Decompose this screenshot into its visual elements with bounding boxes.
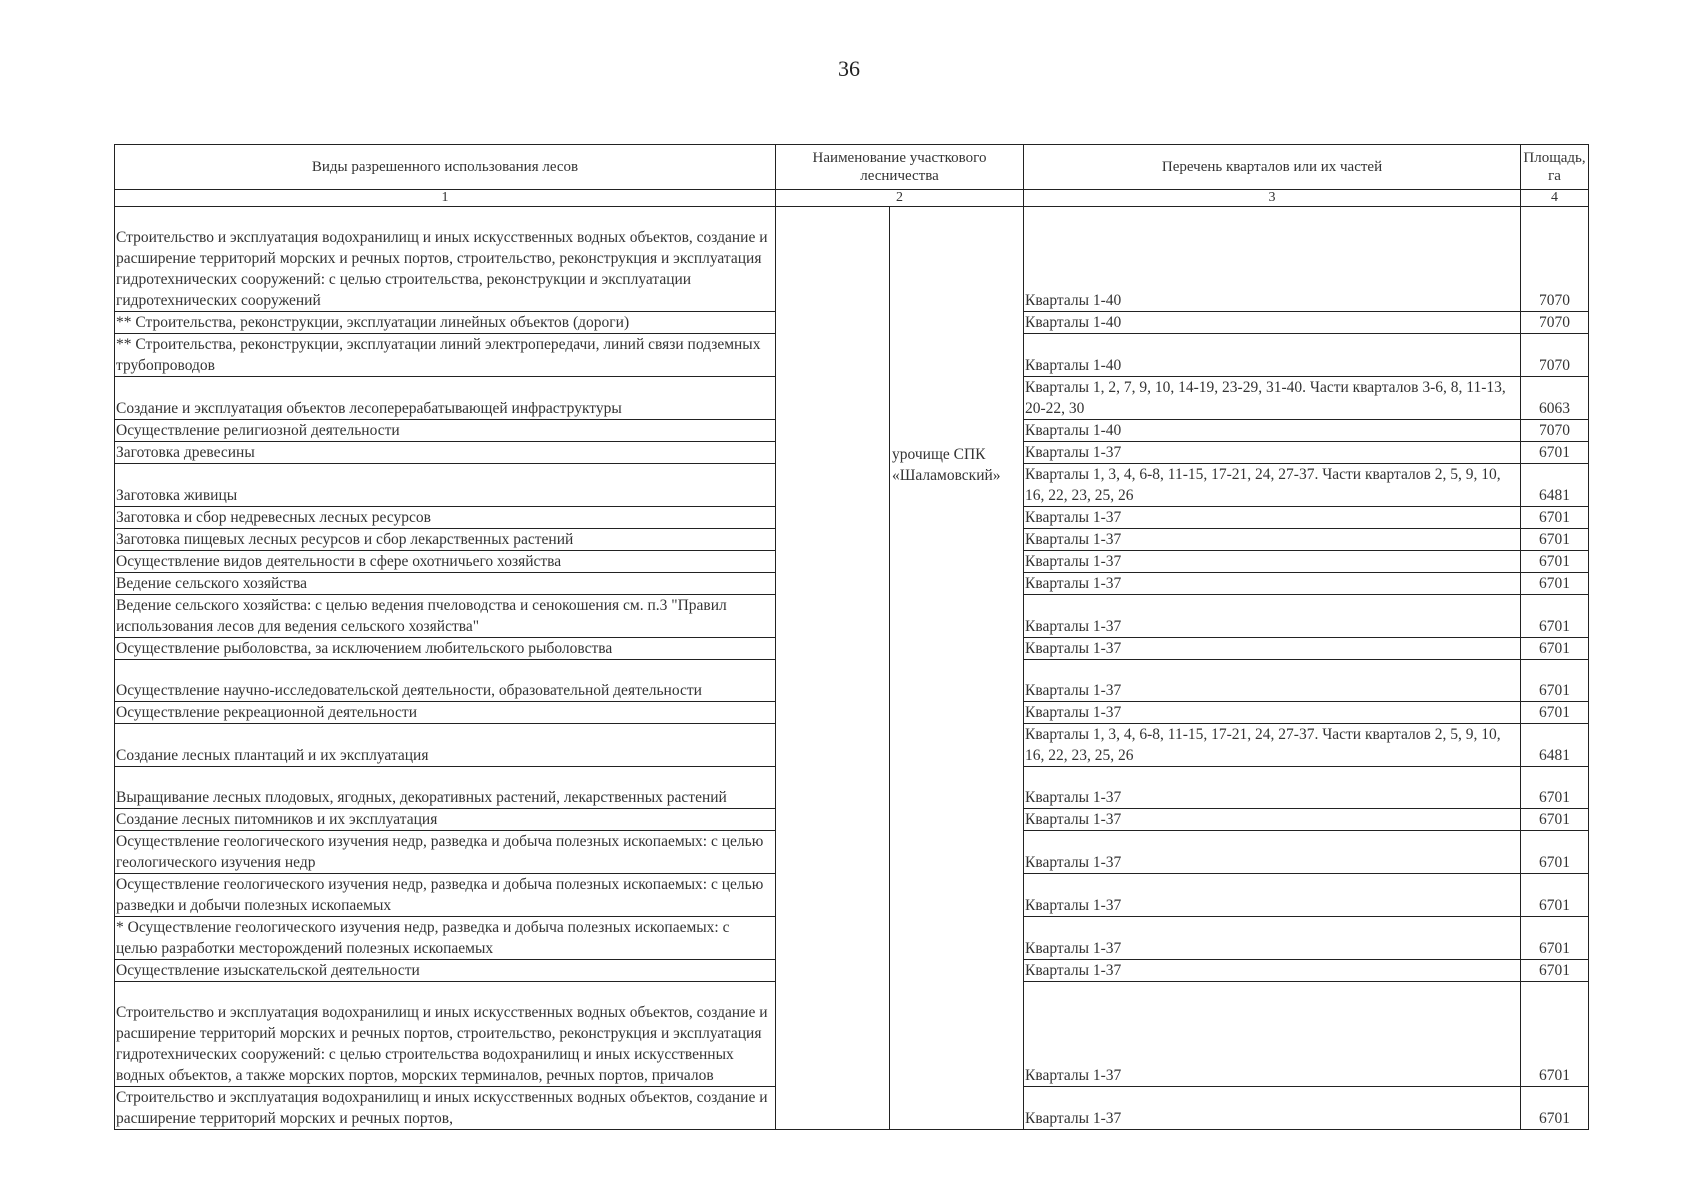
area-cell: 6701 bbox=[1521, 573, 1589, 595]
quarters-cell: Кварталы 1-37 bbox=[1024, 767, 1521, 809]
quarters-cell: Кварталы 1-37 bbox=[1024, 982, 1521, 1087]
use-type-cell: Осуществление геологического изучения недр, разведка и добыча полезных ископаемых: с целью разведки и добычи полезных ископаемых bbox=[115, 874, 776, 917]
area-cell: 6701 bbox=[1521, 638, 1589, 660]
use-type-cell: Осуществление научно-исследовательской деятельности, образовательной деятельности bbox=[115, 660, 776, 702]
forestry-inner-divider bbox=[889, 207, 890, 1129]
area-cell: 6701 bbox=[1521, 507, 1589, 529]
area-cell: 6701 bbox=[1521, 442, 1589, 464]
quarters-cell: Кварталы 1-37 bbox=[1024, 442, 1521, 464]
area-cell: 6701 bbox=[1521, 767, 1589, 809]
quarters-cell: Кварталы 1-37 bbox=[1024, 960, 1521, 982]
use-type-cell: Осуществление религиозной деятельности bbox=[115, 420, 776, 442]
area-cell: 7070 bbox=[1521, 312, 1589, 334]
quarters-cell: Кварталы 1, 2, 7, 9, 10, 14-19, 23-29, 31-40. Части кварталов 3-6, 8, 11-13, 20-22, 30 bbox=[1024, 377, 1521, 420]
table-row bbox=[115, 207, 1589, 312]
use-type-cell: Осуществление видов деятельности в сфере охотничьего хозяйства bbox=[115, 551, 776, 573]
quarters-cell: Кварталы 1-37 bbox=[1024, 573, 1521, 595]
quarters-cell: Кварталы 1-37 bbox=[1024, 917, 1521, 960]
area-cell: 6701 bbox=[1521, 529, 1589, 551]
area-cell: 6701 bbox=[1521, 831, 1589, 874]
use-type-cell: Осуществление изыскательской деятельности bbox=[115, 960, 776, 982]
area-cell: 6701 bbox=[1521, 1087, 1589, 1130]
table-body bbox=[115, 207, 1589, 1130]
use-type-cell: Заготовка и сбор недревесных лесных ресурсов bbox=[115, 507, 776, 529]
use-type-cell: Выращивание лесных плодовых, ягодных, декоративных растений, лекарственных растений bbox=[115, 767, 776, 809]
use-type-cell: Осуществление рыболовства, за исключением любительского рыболовства bbox=[115, 638, 776, 660]
quarters-cell: Кварталы 1-37 bbox=[1024, 529, 1521, 551]
column-number-row bbox=[115, 190, 1589, 207]
area-cell: 6063 bbox=[1521, 377, 1589, 420]
quarters-cell: Кварталы 1-37 bbox=[1024, 551, 1521, 573]
use-type-cell: Осуществление рекреационной деятельности bbox=[115, 702, 776, 724]
use-type-cell: Ведение сельского хозяйства bbox=[115, 573, 776, 595]
header-quarters: Перечень кварталов или их частей bbox=[1024, 145, 1521, 190]
quarters-cell: Кварталы 1-37 bbox=[1024, 595, 1521, 638]
area-cell: 7070 bbox=[1521, 207, 1589, 312]
quarters-cell: Кварталы 1-40 bbox=[1024, 334, 1521, 377]
page-number: 36 bbox=[838, 56, 860, 81]
quarters-cell: Кварталы 1-37 bbox=[1024, 660, 1521, 702]
quarters-cell: Кварталы 1-37 bbox=[1024, 638, 1521, 660]
area-cell: 6701 bbox=[1521, 660, 1589, 702]
use-type-cell: ** Строительства, реконструкции, эксплуатации линий электропередачи, линий связи подземных трубопроводов bbox=[115, 334, 776, 377]
use-type-cell: * Осуществление геологического изучения недр, разведка и добыча полезных ископаемых: с целью разработки месторождений полезных ископаемых bbox=[115, 917, 776, 960]
area-cell: 6481 bbox=[1521, 724, 1589, 767]
area-cell: 6701 bbox=[1521, 809, 1589, 831]
column-number: 2 bbox=[776, 190, 1024, 207]
quarters-cell: Кварталы 1-37 bbox=[1024, 874, 1521, 917]
use-type-cell: ** Строительства, реконструкции, эксплуатации линейных объектов (дороги) bbox=[115, 312, 776, 334]
use-type-cell: Ведение сельского хозяйства: с целью ведения пчеловодства и сенокошения см. п.3 "Правил использования лесов для ведения сельского хозяйства" bbox=[115, 595, 776, 638]
use-type-cell: Строительство и эксплуатация водохранилищ и иных искусственных водных объектов, создание и расширение территорий морских и речных портов, строительство, реконструкция и эксплуатация гидротехнических сооружений: с целью строительства водохранилищ и иных искусственных водных объектов, а также морских портов, морских терминалов, речных портов, причалов bbox=[115, 982, 776, 1087]
use-type-cell: Создание лесных питомников и их эксплуатация bbox=[115, 809, 776, 831]
column-number: 3 bbox=[1024, 190, 1521, 207]
area-cell: 6701 bbox=[1521, 874, 1589, 917]
forestry-name: урочище СПК «Шаламовский» bbox=[892, 446, 1001, 484]
header-forestry: Наименование участкового лесничества bbox=[776, 145, 1024, 190]
quarters-cell: Кварталы 1-37 bbox=[1024, 831, 1521, 874]
quarters-cell: Кварталы 1-37 bbox=[1024, 702, 1521, 724]
area-cell: 6701 bbox=[1521, 917, 1589, 960]
column-number: 4 bbox=[1521, 190, 1589, 207]
quarters-cell: Кварталы 1, 3, 4, 6-8, 11-15, 17-21, 24, 27-37. Части кварталов 2, 5, 9, 10, 16, 22, 23, 25, 26 bbox=[1024, 724, 1521, 767]
use-type-cell: Создание и эксплуатация объектов лесоперерабатывающей инфраструктуры bbox=[115, 377, 776, 420]
use-type-cell: Создание лесных плантаций и их эксплуатация bbox=[115, 724, 776, 767]
quarters-cell: Кварталы 1-40 bbox=[1024, 312, 1521, 334]
area-cell: 6701 bbox=[1521, 982, 1589, 1087]
header-row bbox=[115, 145, 1589, 190]
area-cell: 6701 bbox=[1521, 595, 1589, 638]
quarters-cell: Кварталы 1, 3, 4, 6-8, 11-15, 17-21, 24, 27-37. Части кварталов 2, 5, 9, 10, 16, 22, 23, 25, 26 bbox=[1024, 464, 1521, 507]
use-type-cell: Заготовка пищевых лесных ресурсов и сбор лекарственных растений bbox=[115, 529, 776, 551]
forestry-cell bbox=[776, 207, 1024, 1130]
area-cell: 6701 bbox=[1521, 960, 1589, 982]
use-type-cell: Осуществление геологического изучения недр, разведка и добыча полезных ископаемых: с целью геологического изучения недр bbox=[115, 831, 776, 874]
area-cell: 6701 bbox=[1521, 551, 1589, 573]
use-type-cell: Строительство и эксплуатация водохранилищ и иных искусственных водных объектов, создание и расширение территорий морских и речных портов, bbox=[115, 1087, 776, 1130]
quarters-cell: Кварталы 1-40 bbox=[1024, 420, 1521, 442]
quarters-cell: Кварталы 1-37 bbox=[1024, 507, 1521, 529]
quarters-cell: Кварталы 1-37 bbox=[1024, 1087, 1521, 1130]
quarters-cell: Кварталы 1-40 bbox=[1024, 207, 1521, 312]
forest-use-table bbox=[114, 144, 1589, 1130]
area-cell: 6701 bbox=[1521, 702, 1589, 724]
use-type-cell: Заготовка живицы bbox=[115, 464, 776, 507]
area-cell: 7070 bbox=[1521, 334, 1589, 377]
column-number: 1 bbox=[115, 190, 776, 207]
use-type-cell: Строительство и эксплуатация водохранилищ и иных искусственных водных объектов, создание и расширение территорий морских и речных портов, строительство, реконструкция и эксплуатация гидротехнических сооружений: с целью строительства, реконструкции и эксплуатации гидротехнических сооружений bbox=[115, 207, 776, 312]
header-use-type: Виды разрешенного использования лесов bbox=[115, 145, 776, 190]
quarters-cell: Кварталы 1-37 bbox=[1024, 809, 1521, 831]
area-cell: 6481 bbox=[1521, 464, 1589, 507]
area-cell: 7070 bbox=[1521, 420, 1589, 442]
header-area: Площадь, га bbox=[1521, 145, 1589, 190]
use-type-cell: Заготовка древесины bbox=[115, 442, 776, 464]
